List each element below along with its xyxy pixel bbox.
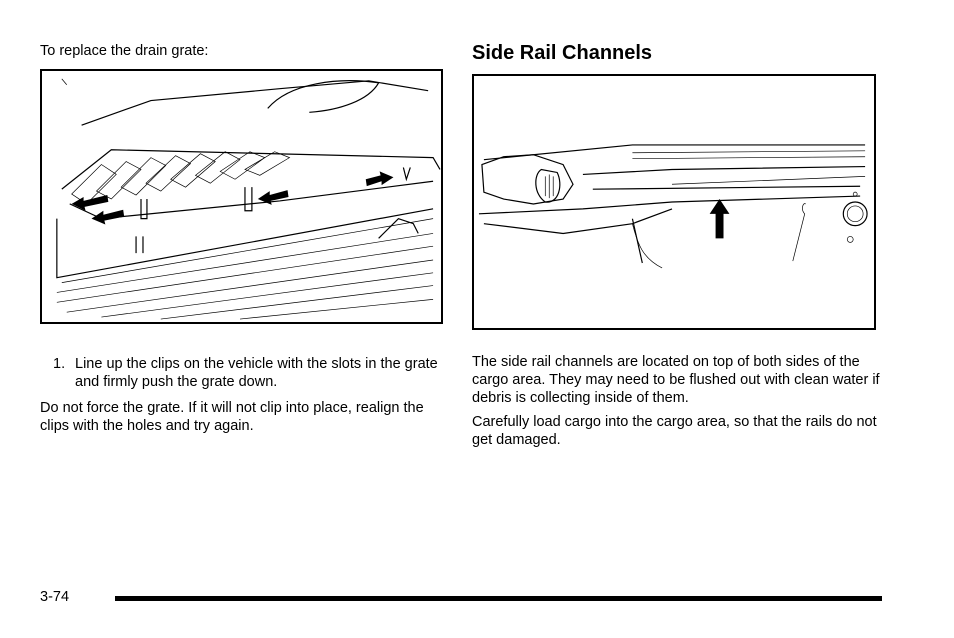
side-rail-description: The side rail channels are located on top of both sides of the cargo area. They may need to be flushed out with clean water if debris is collecting inside of them. xyxy=(472,354,880,406)
cargo-loading-note: Carefully load cargo into the cargo area, so that the rails do not get damaged. xyxy=(472,414,877,448)
side-rail-illustration xyxy=(472,74,876,330)
intro-text: To replace the drain grate: xyxy=(40,43,209,59)
caution-paragraph: Do not force the grate. If it will not clip into place, realign the clips with the holes and try again. xyxy=(40,400,424,434)
section-heading: Side Rail Channels xyxy=(472,42,653,64)
step-1 xyxy=(40,355,450,391)
drain-grate-illustration xyxy=(40,69,443,324)
step-number: 1. xyxy=(53,356,66,372)
step-text: Line up the clips on the vehicle with the slots in the grate and firmly push the grate down. xyxy=(75,356,438,390)
footer-rule xyxy=(115,596,882,601)
page-number: 3-74 xyxy=(40,589,70,605)
